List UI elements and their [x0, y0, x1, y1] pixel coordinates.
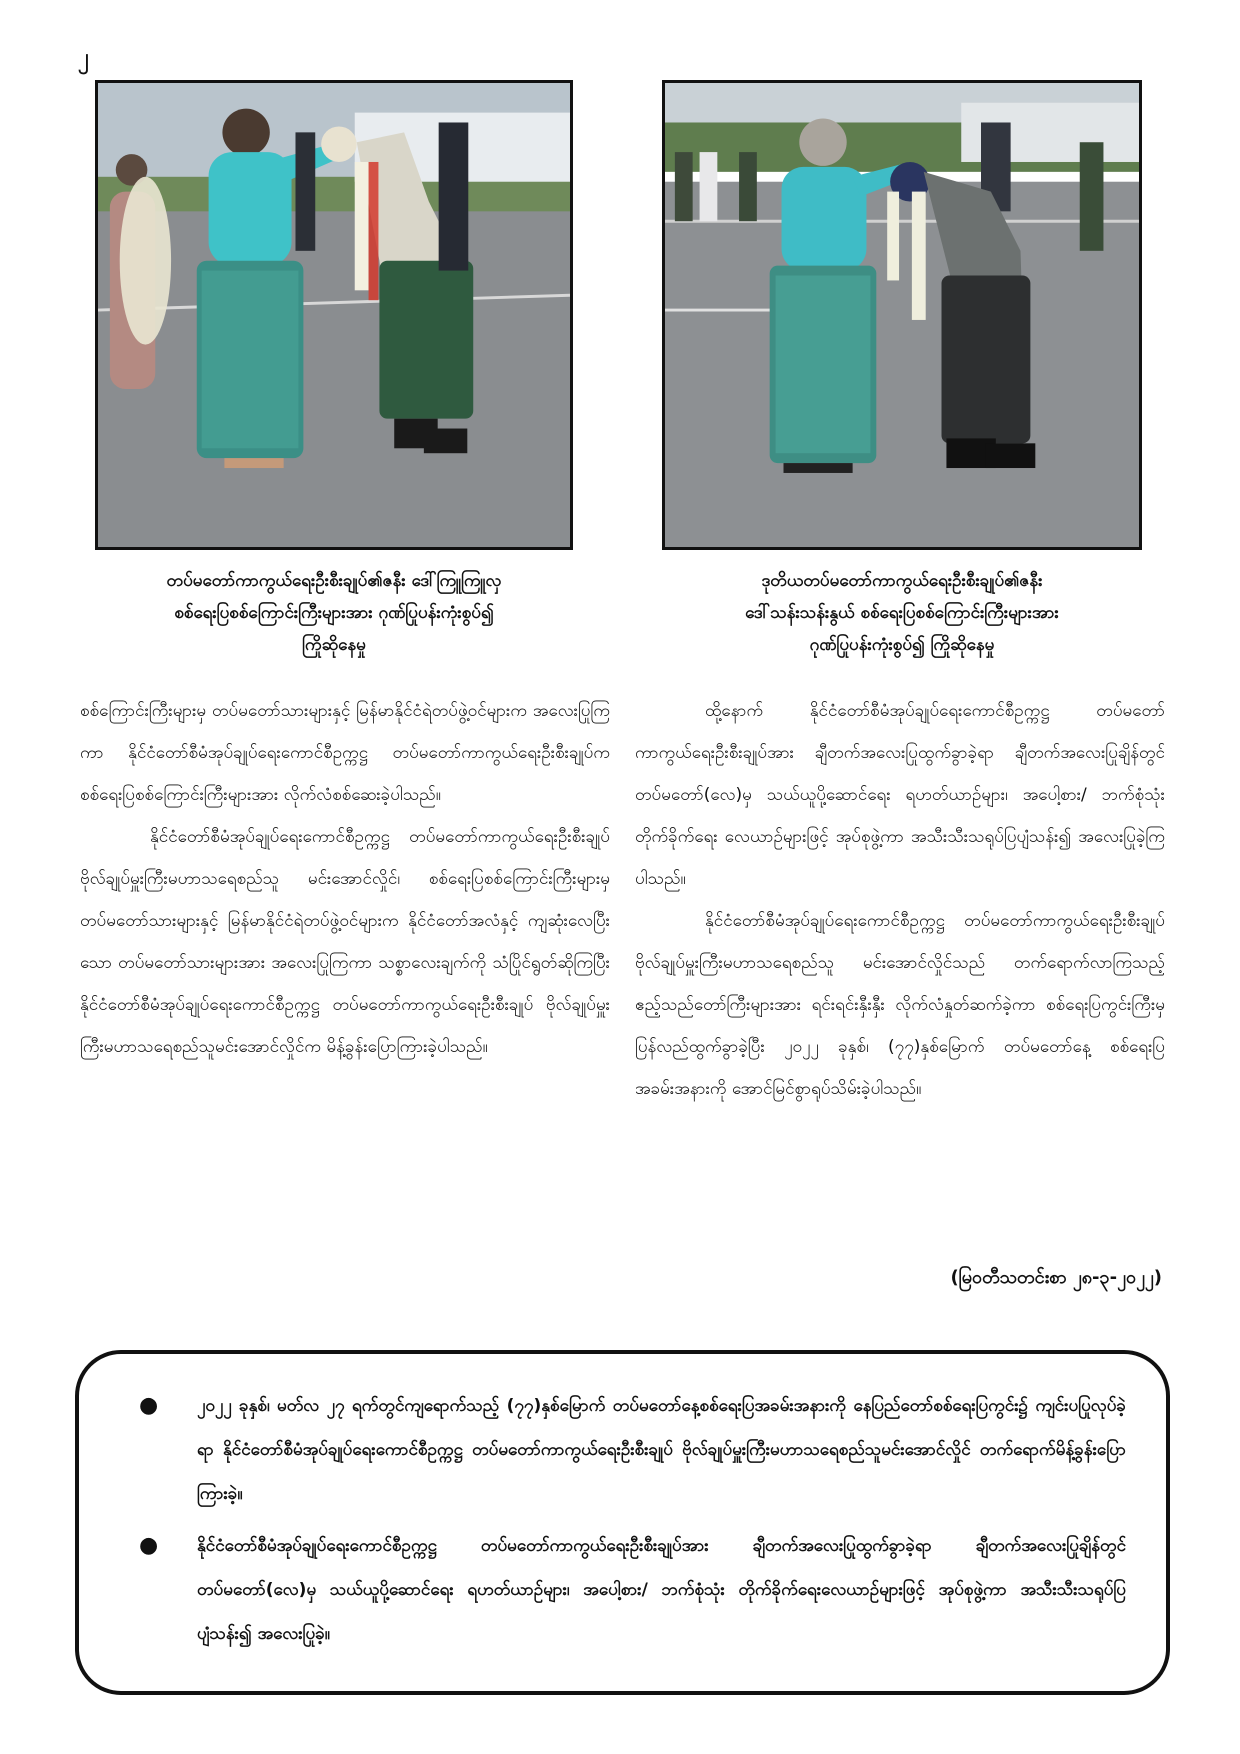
caption-line: ဒေါ်သန်းသန်းနွယ် စစ်ရေးပြစစ်ကြောင်းကြီးများအား	[745, 603, 1059, 623]
photo-garland-ceremony-left	[95, 80, 573, 550]
summary-item	[139, 1524, 1126, 1656]
bullet-icon: ●	[139, 1533, 159, 1558]
photo-garland-ceremony-right	[662, 80, 1142, 550]
page-number: ၂	[78, 45, 89, 70]
summary-item	[139, 1384, 1126, 1516]
summary-list	[139, 1384, 1126, 1656]
photo-caption-left	[95, 565, 573, 661]
caption-line: ဒုတိယတပ်မတော်ကာကွယ်ရေးဦးစီးချုပ်၏ဇနီး	[761, 571, 1043, 591]
body-column-right	[635, 690, 1165, 1110]
paragraph: နိုင်ငံတော်စီမံအုပ်ချုပ်ရေးကောင်စီဥက္ကဋ္ဌ တပ်မတော်ကာကွယ်ရေးဦးစီးချုပ် ဗိုလ်ချုပ်မှူးကြီးမဟာသရေစည်သူ မင်းအောင်လှိုင်သည် တက်ရောက်လာကြသည့် ဧည့်သည်တော်ကြီးများအား ရင်းရင်းနှီးနှီး လိုက်လံနှုတ်ဆက်ခဲ့ကာ စစ်ရေးပြကွင်းကြီးမှ ပြန်လည်ထွက်ခွာခဲ့ပြီး ၂၀၂၂ ခုနှစ်၊ (၇၇)နှစ်မြောက် တပ်မတော်နေ့ စစ်ရေးပြအခမ်းအနားကို အောင်မြင်စွာရုပ်သိမ်းခဲ့ပါသည်။	[635, 911, 1165, 1099]
caption-line: ကြိုဆိုနေမှု	[302, 635, 366, 655]
paragraph: ထို့နောက် နိုင်ငံတော်စီမံအုပ်ချုပ်ရေးကောင်စီဥက္ကဋ္ဌ တပ်မတော်ကာကွယ်ရေးဦးစီးချုပ်အား ချီတက်အလေးပြုထွက်ခွာခဲ့ရာ ချီတက်အလေးပြုချိန်တွင် တပ်မတော်(လေ)မှ သယ်ယူပို့ဆောင်ရေး ရဟတ်ယာဉ်များ၊ အပေါ့စား/ ဘက်စုံသုံး တိုက်ခိုက်ရေး လေယာဉ်များဖြင့် အုပ်စုဖွဲ့ကာ အသီးသီးသရုပ်ပြပျံသန်း၍ အလေးပြုခဲ့ကြပါသည်။	[635, 701, 1165, 889]
caption-line: တပ်မတော်ကာကွယ်ရေးဦးစီးချုပ်၏ဇနီး ဒေါ်ကြူကြူလှ	[166, 571, 502, 591]
photo-image	[665, 83, 1139, 547]
photo-caption-right	[662, 565, 1142, 661]
summary-text: နိုင်ငံတော်စီမံအုပ်ချုပ်ရေးကောင်စီဥက္ကဋ္ဌ တပ်မတော်ကာကွယ်ရေးဦးစီးချုပ်အား ချီတက်အလေးပြုထွက်ခွာခဲ့ရာ ချီတက်အလေးပြုချိန်တွင် တပ်မတော်(လေ)မှ သယ်ယူပို့ဆောင်ရေး ရဟတ်ယာဉ်များ၊ အပေါ့စား/ ဘက်စုံသုံး တိုက်ခိုက်ရေးလေယာဉ်များဖြင့် အုပ်စုဖွဲ့ကာ အသီးသီးသရုပ်ပြပျံသန်း၍ အလေးပြုခဲ့။	[197, 1536, 1126, 1644]
summary-box	[75, 1350, 1170, 1695]
bullet-icon: ●	[139, 1393, 159, 1418]
source-citation: (မြဝတီသတင်းစာ ၂၈-၃-၂၀၂၂)	[950, 1267, 1162, 1288]
photo-image	[98, 83, 570, 547]
caption-line: ဂုဏ်ပြုပန်းကုံးစွပ်၍ ကြိုဆိုနေမှု	[809, 635, 995, 655]
summary-text: ၂၀၂၂ ခုနှစ်၊ မတ်လ ၂၇ ရက်တွင်ကျရောက်သည့် (၇၇)နှစ်မြောက် တပ်မတော်နေ့စစ်ရေးပြအခမ်းအနားကို နေပြည်တော်စစ်ရေးပြကွင်း၌ ကျင်းပပြုလုပ်ခဲ့ရာ နိုင်ငံတော်စီမံအုပ်ချုပ်ရေးကောင်စီဥက္ကဋ္ဌ တပ်မတော်ကာကွယ်ရေးဦးစီးချုပ် ဗိုလ်ချုပ်မှူးကြီးမဟာသရေစည်သူမင်းအောင်လှိုင် တက်ရောက်မိန့်ခွန်းပြောကြားခဲ့။	[197, 1396, 1126, 1504]
paragraph: စစ်ကြောင်းကြီးများမှ တပ်မတော်သားများနှင့် မြန်မာနိုင်ငံရဲတပ်ဖွဲ့ဝင်များက အလေးပြုကြကာ နိုင်ငံတော်စီမံအုပ်ချုပ်ရေးကောင်စီဥက္ကဋ္ဌ တပ်မတော်ကာကွယ်ရေးဦးစီးချုပ်က စစ်ရေးပြစစ်ကြောင်းကြီးများအား လိုက်လံစစ်ဆေးခဲ့ပါသည်။	[80, 701, 610, 805]
paragraph: နိုင်ငံတော်စီမံအုပ်ချုပ်ရေးကောင်စီဥက္ကဋ္ဌ တပ်မတော်ကာကွယ်ရေးဦးစီးချုပ် ဗိုလ်ချုပ်မှူးကြီးမဟာသရေစည်သူ မင်းအောင်လှိုင်၊ စစ်ရေးပြစစ်ကြောင်းကြီးများမှ တပ်မတော်သားများနှင့် မြန်မာနိုင်ငံရဲတပ်ဖွဲ့ဝင်များက နိုင်ငံတော်အလံနှင့် ကျဆုံးလေပြီးသော တပ်မတော်သားများအား အလေးပြုကြကာ သစ္စာလေးချက်ကို သံပြိုင်ရွတ်ဆိုကြပြီး နိုင်ငံတော်စီမံအုပ်ချုပ်ရေးကောင်စီဥက္ကဋ္ဌ တပ်မတော်ကာကွယ်ရေးဦးစီးချုပ် ဗိုလ်ချုပ်မှူးကြီးမဟာသရေစည်သူမင်းအောင်လှိုင်က မိန့်ခွန်းပြောကြားခဲ့ပါသည်။	[80, 827, 610, 1057]
caption-line: စစ်ရေးပြစစ်ကြောင်းကြီးများအား ဂုဏ်ပြုပန်းကုံးစွပ်၍	[174, 603, 494, 623]
body-column-left	[80, 690, 610, 1068]
